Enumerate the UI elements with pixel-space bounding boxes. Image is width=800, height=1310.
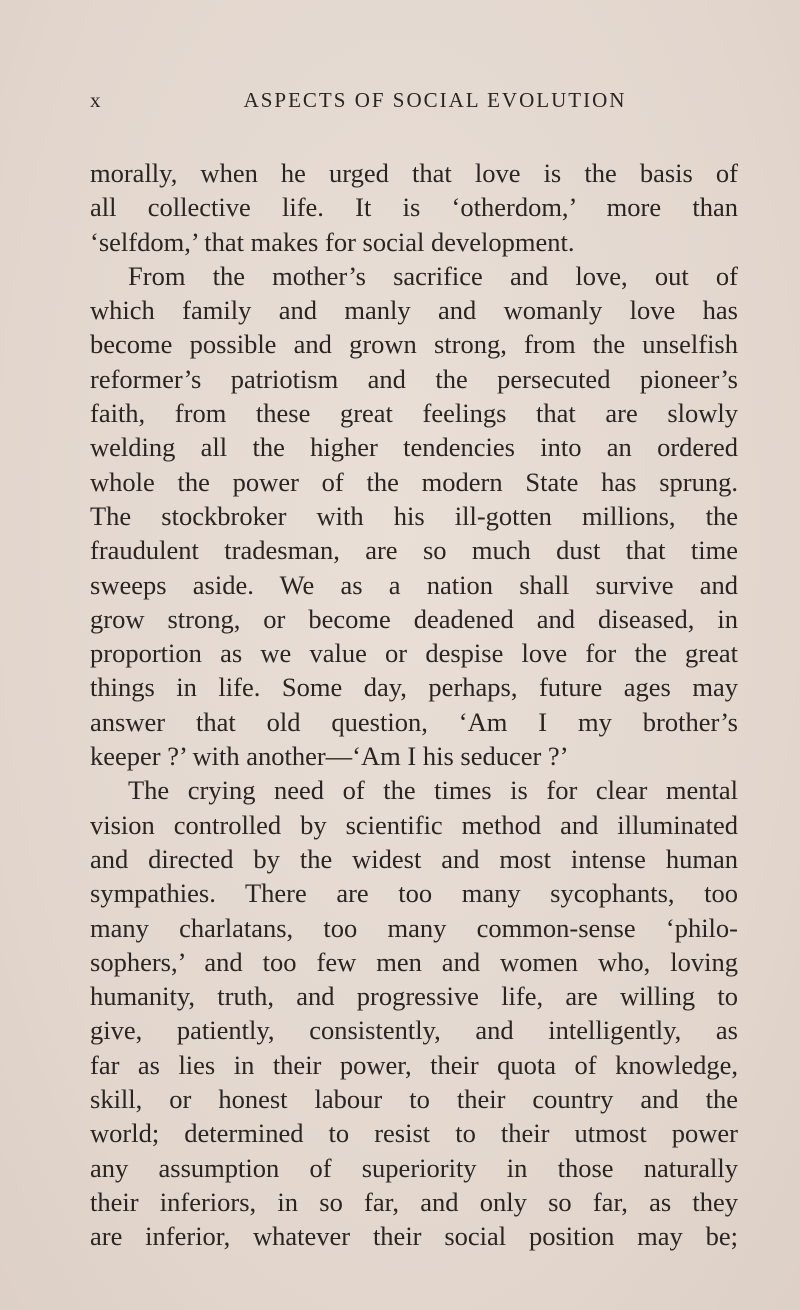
text-line: world; determined to resist to their utmost power <box>90 1118 738 1149</box>
text-line: things in life. Some day, perhaps, future ages may <box>90 672 738 703</box>
text-line: whole the power of the modern State has sprung. <box>90 466 738 497</box>
text-line: The stockbroker with his ill-gotten millions, the <box>90 500 738 531</box>
text-line: many charlatans, too many common-sense ‘philo- <box>90 912 738 943</box>
text-line-paragraph-start: The crying need of the times is for clear mental <box>128 775 738 806</box>
text-line: faith, from these great feelings that are slowly <box>90 398 738 429</box>
running-title: ASPECTS OF SOCIAL EVOLUTION <box>243 88 627 112</box>
body-text <box>90 156 738 1254</box>
page-number: x <box>90 88 103 112</box>
text-line: skill, or honest labour to their country and the <box>90 1084 738 1115</box>
text-line: vision controlled by scientific method and illuminated <box>90 809 738 840</box>
text-line: their inferiors, in so far, and only so far, as they <box>90 1186 738 1217</box>
text-line: keeper ?’ with another—‘Am I his seducer ?’ <box>90 741 569 772</box>
text-line: sympathies. There are too many sycophants, too <box>90 878 738 909</box>
text-line: fraudulent tradesman, are so much dust that time <box>90 535 738 566</box>
text-line: sweeps aside. We as a nation shall survive and <box>90 569 738 600</box>
text-line: become possible and grown strong, from the unselfish <box>90 329 738 360</box>
text-line: all collective life. It is ‘otherdom,’ more than <box>90 192 738 223</box>
text-line: sophers,’ and too few men and women who, loving <box>90 946 738 977</box>
text-line: welding all the higher tendencies into an ordered <box>90 432 738 463</box>
text-line: reformer’s patriotism and the persecuted pioneer’s <box>90 363 738 394</box>
text-line: ‘selfdom,’ that makes for social development. <box>90 226 575 257</box>
text-line: are inferior, whatever their social position may be; <box>90 1221 738 1252</box>
text-line: any assumption of superiority in those naturally <box>90 1152 738 1183</box>
text-line: humanity, truth, and progressive life, are willing to <box>90 981 738 1012</box>
text-line: give, patiently, consistently, and intelligently, as <box>90 1015 738 1046</box>
text-line: answer that old question, ‘Am I my brother’s <box>90 706 738 737</box>
text-line: which family and manly and womanly love has <box>90 295 738 326</box>
text-line: and directed by the widest and most intense human <box>90 843 738 874</box>
text-line: proportion as we value or despise love for the great <box>90 638 738 669</box>
text-line-paragraph-start: From the mother’s sacrifice and love, out of <box>128 260 738 291</box>
text-line: morally, when he urged that love is the basis of <box>90 158 738 188</box>
text-line: grow strong, or become deadened and diseased, in <box>90 603 738 634</box>
running-head <box>90 88 750 118</box>
text-line: far as lies in their power, their quota of knowledge, <box>90 1049 738 1080</box>
